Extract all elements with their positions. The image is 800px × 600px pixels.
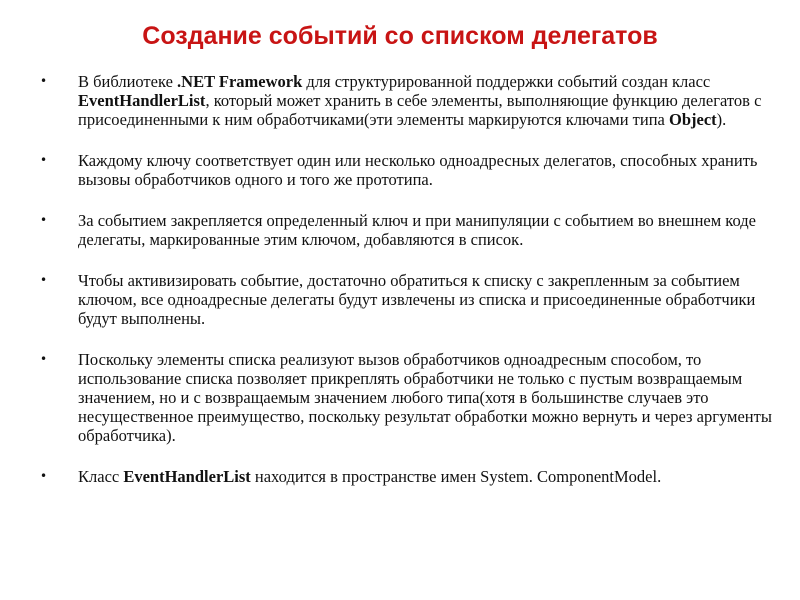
bullet-text: За событием закрепляется определенный ключ и при манипуляции с событием во внешнем коде делегаты, маркированные этим ключом, добавляются в список.: [78, 211, 756, 249]
bullet-marker: •: [40, 213, 48, 227]
bullet-item: [40, 151, 780, 189]
bullet-text: Поскольку элементы списка реализуют вызов обработчиков одноадресным способом, то использование списка позволяет прикреплять обработчики не только с пустым возвращаемым значением, но и с возвращаемым значением любого типа(хотя в большинстве случаев это несущественное преимущество, поскольку результат обработки можно вернуть и через аргументы обработчика).: [78, 350, 772, 445]
bullet-marker: •: [40, 469, 48, 483]
bullet-marker: •: [40, 273, 48, 287]
bullet-bold-text: .NET Framework: [177, 72, 303, 91]
bullet-bold-text: Object: [669, 110, 717, 129]
bullet-text: Чтобы активизировать событие, достаточно обратиться к списку с закрепленным за событием ключом, все одноадресные делегаты будут извлечены из списка и присоединенные обработчики будут выполнены.: [78, 271, 756, 328]
bullet-item: [40, 350, 780, 445]
bullet-marker: •: [40, 74, 48, 88]
bullet-text: для структурированной поддержки событий создан класс: [302, 72, 711, 91]
bullet-text: , который может хранить в себе элементы, выполняющие функцию делегатов с присоединенными к ним обработчиками(эти элементы маркируются ключами типа: [78, 91, 762, 129]
bullet-item: [40, 211, 780, 249]
bullet-bold-text: EventHandlerList: [78, 91, 206, 110]
bullet-text: ).: [716, 110, 727, 129]
bullet-text: В библиотеке: [78, 72, 178, 91]
bullet-item: [40, 467, 780, 486]
bullet-list: [40, 72, 780, 508]
bullet-marker: •: [40, 352, 48, 366]
slide-title: Создание событий со списком делегатов: [142, 22, 658, 50]
bullet-marker: •: [40, 153, 48, 167]
bullet-item: [40, 271, 780, 328]
bullet-text: Класс: [78, 467, 124, 486]
bullet-text: находится в пространстве имен System. ComponentModel.: [250, 467, 662, 486]
bullet-bold-text: EventHandlerList: [123, 467, 251, 486]
bullet-item: [40, 72, 780, 129]
bullet-text: Каждому ключу соответствует один или несколько одноадресных делегатов, способных хранить вызовы обработчиков одного и того же прототипа.: [78, 151, 758, 189]
